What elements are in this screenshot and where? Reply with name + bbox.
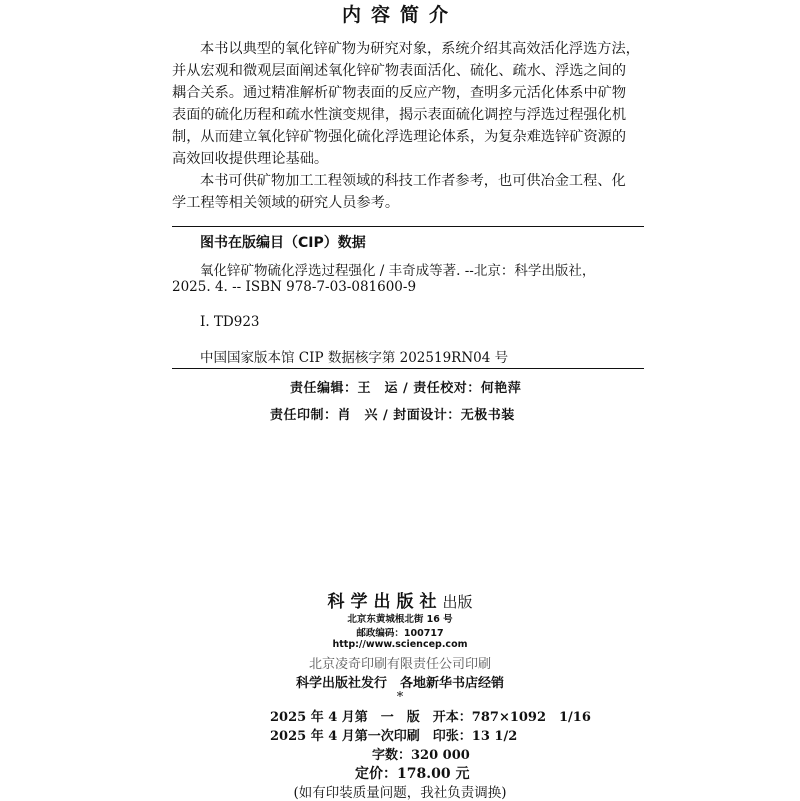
publisher-postcode: 邮政编码：100717 <box>356 628 444 639</box>
cip-heading: 图书在版编目（CIP）数据 <box>200 235 366 251</box>
edition-line: 2025 年 4 月第 一 版 开本：787×1092 1/16 <box>270 710 591 725</box>
intro-line: 本书以典型的氧化锌矿物为研究对象，系统介绍其高效活化浮选方法， <box>200 41 640 57</box>
credits-line-2: 责任印制：肖 兴 / 封面设计：无极书装 <box>270 408 515 423</box>
intro-line: 耦合关系。通过精准解析矿物表面的反应产物，查明多元活化体系中矿物 <box>172 85 627 101</box>
cip-library-line: 中国国家版本馆 CIP 数据核字第 202519RN04 号 <box>200 350 509 366</box>
intro-line: 表面的硫化历程和疏水性演变规律，揭示表面硫化调控与浮选过程强化机 <box>172 107 627 123</box>
distribution-line: 科学出版社发行 各地新华书店经销 <box>295 676 504 691</box>
intro-line: 学工程等相关领域的研究人员参考。 <box>172 195 400 211</box>
price: 定价：178.00 元 <box>355 766 470 782</box>
intro-paragraph-2 <box>172 170 644 214</box>
cip-class-line: Ⅰ. TD923 <box>200 314 260 330</box>
printing-line: 2025 年 4 月第一次印刷 印张：13 1/2 <box>270 729 518 744</box>
cip-line-1: 氧化锌矿物硫化浮选过程强化 / 丰奇成等著. --北京：科学出版社， <box>200 263 596 279</box>
publisher-address: 北京东黄城根北街 16 号 <box>347 614 453 625</box>
intro-line: 本书可供矿物加工工程领域的科技工作者参考，也可供冶金工程、化 <box>200 173 626 189</box>
publisher-name-text: 科学出版社 <box>327 592 443 612</box>
cip-bottom-rule <box>172 368 644 369</box>
printer-line: 北京凌奇印刷有限责任公司印刷 <box>308 657 491 672</box>
page-title: 内容简介 <box>341 4 458 26</box>
word-count: 字数：320 000 <box>372 748 470 763</box>
quality-notice: (如有印装质量问题，我社负责调换) <box>293 785 507 801</box>
cip-line-2: 2025. 4. -- ISBN 978-7-03-081600-9 <box>172 279 417 295</box>
publisher-suffix: 出版 <box>442 593 473 611</box>
intro-line: 制，从而建立氧化锌矿物强化硫化浮选理论体系，为复杂难选锌矿资源的 <box>172 129 627 145</box>
publisher-name <box>0 587 800 612</box>
publisher-website: http://www.sciencep.com <box>332 639 468 650</box>
intro-line: 并从宏观和微观层面阐述氧化锌矿物表面活化、硫化、疏水、浮选之间的 <box>172 63 627 79</box>
intro-line: 高效回收提供理论基础。 <box>172 151 329 167</box>
cip-top-rule <box>172 226 644 227</box>
credits-line-1: 责任编辑：王 运 / 责任校对：何艳萍 <box>290 381 522 396</box>
star-mark: * <box>396 690 404 705</box>
intro-paragraph-1 <box>172 38 644 170</box>
